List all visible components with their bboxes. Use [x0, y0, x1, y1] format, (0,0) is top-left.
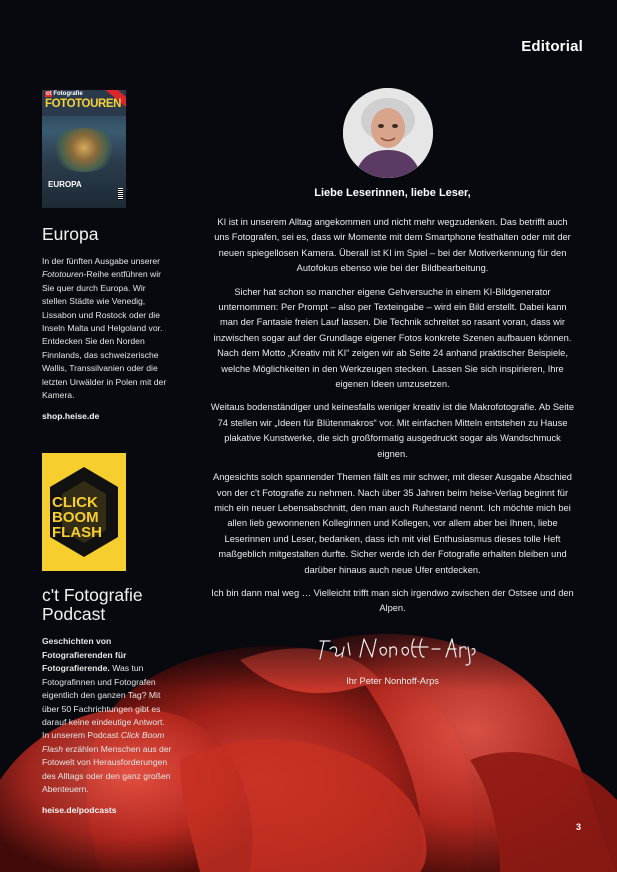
magazine-heading: Europa — [42, 224, 99, 244]
podcast-heading-line: c't Fotografie — [42, 585, 143, 606]
editorial-paragraph: Weitaus bodenständiger und keinesfalls weniger kreativ ist die Makrofotografie. Ab Seite 74 stellen wir „Ideen für Blütenmakros“ vor. Mit einfachen Mitteln entstehen zu Hause plakative Kunstwerke, die sich großformatig ausgedruckt sogar als Wandschmuck eignen. — [210, 402, 575, 459]
podcast-cover-title — [52, 495, 102, 540]
handwritten-signature — [308, 631, 478, 667]
podcast-text-italic: Click Boom Flash — [42, 730, 165, 754]
podcast-cover-line: CLICK — [52, 494, 98, 512]
sidebar — [42, 90, 177, 815]
author-avatar — [343, 88, 433, 178]
magazine-text-italic: Fototouren — [42, 269, 84, 280]
podcast-description — [42, 635, 172, 796]
cover-brand-text: Fotografie — [53, 91, 83, 97]
podcast-text-bold: Geschichten von Fotografierenden für Fotografierende. — [42, 636, 127, 674]
podcast-cover-image[interactable] — [42, 453, 126, 571]
editorial-body — [210, 186, 575, 688]
magazine-description — [42, 255, 172, 402]
fototouren-cover-image[interactable] — [42, 90, 126, 208]
editorial-paragraph: Angesichts solch spannender Themen fällt es mir schwer, mit dieser Ausgabe Abschied von der c't Fotografie zu nehmen. Nach über 35 Jahren beim heise-Verlag beginnt für mich ein neuer Lebensabschnitt, den man auch Ruhestand nennt. Ich möchte mich bei allen lieb gewonnenen Kolleginnen und Kollegen, vor allem aber bei Ihnen, liebe Leserinnen und Leser, bedanken, dass ich mit viel Enthusiasmus dieses tolle Heft maßgeblich mitgestalten durfte. Sicher werde ich der Fotografie erhalten bleiben und darüber hinaus auch neue Ufer entdecken. — [213, 472, 572, 575]
magazine-text-part: In der fünften Ausgabe unserer — [42, 256, 161, 266]
signature-name: Ihr Peter Nonhoff-Arps — [346, 675, 439, 686]
salutation: Liebe Leserinnen, liebe Leser, — [314, 187, 471, 199]
editorial-paragraph: Sicher hat schon so mancher eigene Gehversuche in einem KI-Bildgenerator unternommen: Per Prompt – also per Texteingabe – wird ein Bild erstellt. Dabei kann man der Fantasie freien Lauf lassen. Die Technik schreitet so rasant voran, dass wir inzwischen sogar auf der Grundlage eigener Fotos konkrete Szenen aufbauen können. Nach dem Motto „Kreativ mit KI“ zeigen wir ab Seite 24 anhand praktischer Beispiele, welche Möglichkeiten in den Werkzeugen stecken. Lassen Sie sich inspirieren, Ihre eigenen Ideen umzusetzen. — [213, 286, 572, 390]
podcast-link[interactable]: heise.de/podcasts — [42, 805, 117, 816]
editorial-paragraph: KI ist in unserem Alltag angekommen und nicht mehr wegzudenken. Das betrifft auch uns Fotografen, sei es, dass wir Momente mit dem Smartphone festhalten oder mit der neuen spiegellosen Kamera. Überall ist KI im Spiel – bei der Motiverkennung für den Autofokus ebenso wie bei der Bildbearbeitung. — [214, 217, 571, 274]
barcode-icon — [118, 188, 123, 200]
cover-title: FOTOTOUREN — [45, 98, 122, 110]
cover-brand-badge: ct — [46, 91, 52, 97]
podcast-text-part: erzählen Menschen aus der Fotowelt von Herausforderungen des Alltags oder den ganz großen Abenteuern. — [42, 743, 172, 794]
podcast-text-part: Was tun Fotografinnen und Fotografen eigentlich den ganzen Tag? Mit über 50 Fachrichtungen gibt es darauf keine eindeutige Antwort. In unserem Podcast — [42, 663, 165, 741]
page-number: 3 — [575, 822, 581, 832]
author-portrait — [343, 88, 433, 178]
podcast-heading-line: Podcast — [42, 604, 106, 625]
podcast-cover-line: FLASH — [52, 524, 102, 542]
cover-subtitle: EUROPA — [48, 180, 82, 189]
section-label: Editorial — [521, 38, 583, 55]
shop-link[interactable]: shop.heise.de — [42, 411, 100, 422]
podcast-heading — [42, 586, 177, 624]
editorial-paragraph: Ich bin dann mal weg … Vielleicht trifft man sich irgendwo zwischen der Ostsee und den Alpen. — [211, 587, 574, 614]
podcast-cover-line: BOOM — [52, 509, 99, 527]
magazine-text-part: -Reihe entführen wir Sie quer durch Europa. Wir stellen Städte wie Venedig, Lissabon und Rostock oder die Inseln Malta und Helgoland vor. Entdecken Sie den Norden Finnlands, das schweizerische Wallis, Transsilvanien oder die letzten Urwälder in Polen mit der Kamera. — [42, 269, 167, 401]
cover-brand — [45, 91, 83, 97]
cover-city-photo — [50, 128, 118, 172]
